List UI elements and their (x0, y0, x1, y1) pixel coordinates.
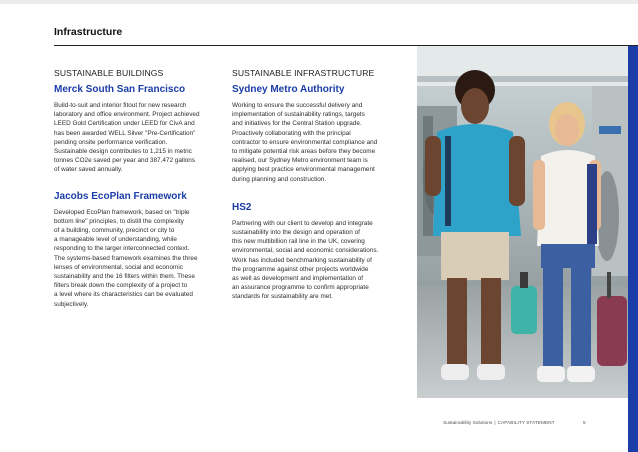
text-line: has been awarded WELL Silver "Pre-Certification" (54, 129, 196, 137)
text-line: of a building, community, precinct or city to (54, 227, 175, 235)
text-line: environmental, social and economic considerations. (232, 247, 379, 255)
project-body-hs2 (232, 219, 410, 302)
text-line: sustainability into the design and operation of (232, 229, 360, 237)
text-line: realised, our Sydney Metro environment team is (232, 157, 368, 165)
text-line: applying best practice environmental management (232, 166, 375, 174)
project-title-merck: Merck South San Francisco (54, 84, 186, 95)
project-body-ecoplan (54, 208, 226, 309)
sustainable-buildings-column (54, 68, 226, 309)
project-title-ecoplan: Jacobs EcoPlan Framework (54, 190, 187, 202)
text-line: the programme against other projects worldwide (232, 265, 369, 273)
text-line: implementation of sustainability ratings, targets (232, 111, 365, 119)
text-line: The systems-based framework examines the three (54, 254, 198, 262)
text-line: a level where its characteristics can be evaluated (54, 291, 193, 299)
travelers-photo (417, 46, 628, 398)
text-line: contractor to ensure environmental compliance and (232, 138, 378, 146)
footer-right: CAPABILITY STATEMENT (497, 421, 555, 426)
sustainable-infrastructure-column (232, 68, 410, 302)
text-line: Working to ensure the successful delivery and (232, 102, 363, 109)
text-line: Build-to-suit and interior fitout for new research (54, 102, 187, 109)
text-line: to mitigate potential risk areas before they become (232, 148, 376, 156)
project-title-sydney-metro: Sydney Metro Authority (232, 84, 345, 95)
text-line: filters break down the complexity of a project to (54, 282, 188, 290)
text-line: subjectively. (54, 300, 89, 308)
footer-left: Sustainability Solutions (443, 421, 493, 426)
top-rule (0, 0, 638, 4)
text-line: bottom line" principles, to distill the complexity (54, 217, 184, 225)
text-line: Developed EcoPlan framework, based on "triple (54, 208, 190, 216)
text-line: this new multibillion rail line in the UK, covering (232, 238, 365, 246)
page-number: 5 (583, 421, 586, 426)
text-line: standards for sustainability are met. (232, 293, 333, 301)
text-line: Partnering with our client to develop and integrate (232, 219, 373, 227)
text-line: tonnes CO2e saved per year and 387,472 gallons (54, 157, 196, 165)
text-line: laboratory and office environment. Project achieved (54, 111, 200, 119)
text-line: of water saved annually. (54, 166, 123, 174)
text-line: responding to the larger interconnected context. (54, 245, 190, 253)
text-line: as well as development and implementation of (232, 275, 364, 283)
text-line: during planning and construction. (232, 175, 327, 183)
text-line: lenses of environmental, social and economic (54, 263, 183, 271)
page-title: Infrastructure (54, 26, 123, 38)
text-line: pending onsite performance verification. (54, 138, 168, 146)
section-label-infrastructure: SUSTAINABLE INFRASTRUCTURE (232, 68, 375, 78)
text-line: an assurance programme to confirm appropriate (232, 284, 369, 292)
project-body-sydney-metro (232, 101, 410, 184)
text-line: LEED Gold Certification under LEED for CivA and (54, 120, 195, 128)
text-line: Sustainable design contributes to 1,215 in metric (54, 148, 192, 156)
text-line: Proactively collaborating with the principal (232, 129, 351, 137)
text-line: a manageable level of understanding, while (54, 236, 177, 244)
text-line: and initiatives for the Central Station upgrade. (232, 120, 362, 128)
accent-bar (628, 46, 638, 452)
text-line: sustainability and the 16 filters within them. These (54, 273, 195, 281)
footer-text (443, 421, 555, 426)
section-label-buildings: SUSTAINABLE BUILDINGS (54, 68, 164, 78)
project-title-hs2: HS2 (232, 201, 252, 213)
project-body-merck (54, 101, 226, 175)
text-line: Work has included benchmarking sustainability of (232, 256, 372, 264)
footer-divider: | (494, 421, 496, 426)
